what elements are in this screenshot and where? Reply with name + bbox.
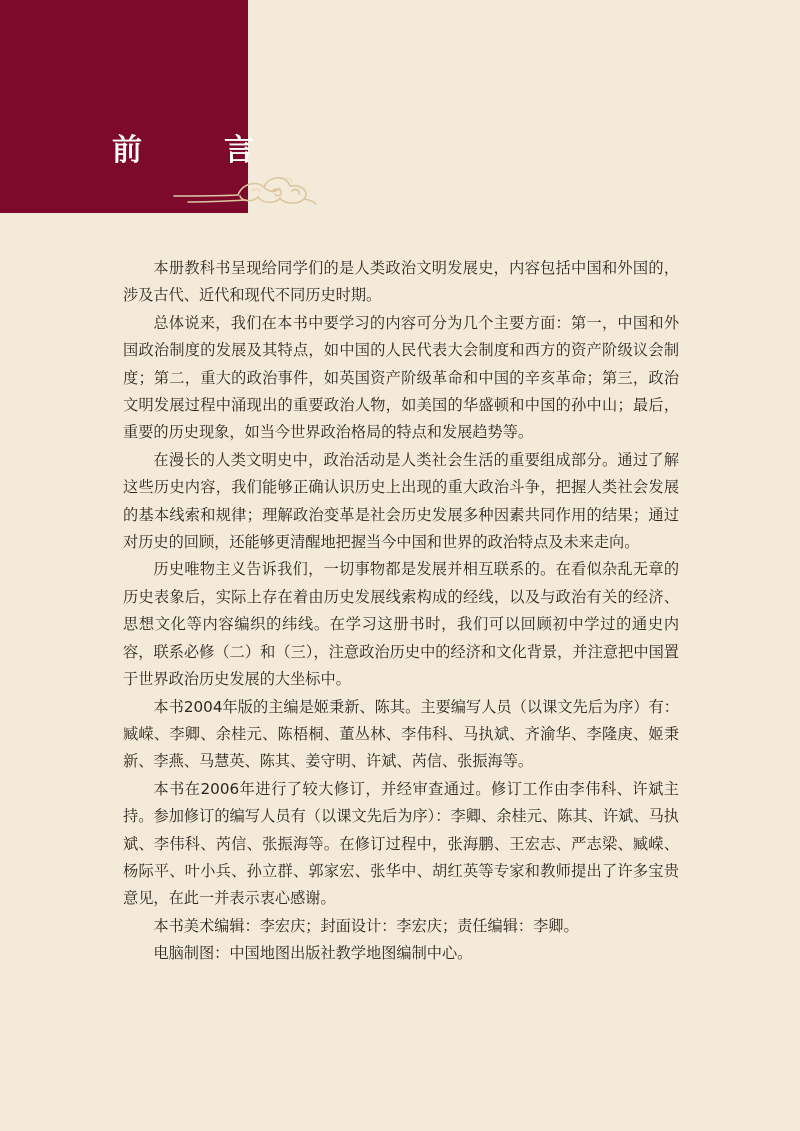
auspicious-cloud-icon <box>168 166 318 210</box>
preface-paragraph: 在漫长的人类文明史中，政治活动是人类社会生活的重要组成部分。通过了解这些历史内容，我们能够正确认识历史上出现的重大政治斗争，把握人类社会发展的基本线索和规律；理解政治变革是社会历史发展多种因素共同作用的结果；通过对历史的回顾，还能够更清醒地把握当今中国和世界的政治特点及未来走向。 <box>123 450 679 552</box>
preface-paragraph: 本册教科书呈现给同学们的是人类政治文明发展史，内容包括中国和外国的，涉及古代、近代和现代不同历史时期。 <box>123 259 679 305</box>
preface-body <box>123 255 679 968</box>
credits-line: 电脑制图：中国地图出版社教学地图编制中心。 <box>153 944 473 963</box>
preface-paragraph: 历史唯物主义告诉我们，一切事物都是发展并相互联系的。在看似杂乱无章的历史表象后，实际上存在着由历史发展线索构成的经线，以及与政治有关的经济、思想文化等内容编织的纬线。在学习这册书时，我们可以回顾初中学过的通史内容，联系必修（二）和（三），注意政治历史中的经济和文化背景，并注意把中国置于世界政治历史发展的大坐标中。 <box>123 560 679 689</box>
page-title: 前 言 <box>112 133 280 168</box>
credits-line: 本书美术编辑：李宏庆；封面设计：李宏庆；责任编辑：李卿。 <box>153 916 579 935</box>
preface-paragraph: 本书在2006年进行了较大修订，并经审查通过。修订工作由李伟科、许斌主持。参加修订的编写人员有（以课文先后为序）：李卿、余桂元、陈其、许斌、马执斌、李伟科、芮信、张振海等。在修订过程中，张海鹏、王宏志、严志梁、臧嵘、杨际平、叶小兵、孙立群、郭家宏、张华中、胡红英等专家和教师提出了许多宝贵意见，在此一并表示衷心感谢。 <box>123 779 679 908</box>
preface-paragraph: 本书2004年版的主编是姬秉新、陈其。主要编写人员（以课文先后为序）有：臧嵘、李卿、余桂元、陈梧桐、董丛林、李伟科、马执斌、齐渝华、李隆庚、姬秉新、李燕、马慧英、陈其、姜守明、许斌、芮信、张振海等。 <box>123 697 679 771</box>
preface-paragraph: 总体说来，我们在本书中要学习的内容可分为几个主要方面：第一，中国和外国政治制度的发展及其特点，如中国的人民代表大会制度和西方的资产阶级议会制度；第二，重大的政治事件，如英国资产阶级革命和中国的辛亥革命；第三，政治文明发展过程中涌现出的重要政治人物，如美国的华盛顿和中国的孙中山；最后，重要的历史现象，如当今世界政治格局的特点和发展趋势等。 <box>123 313 679 442</box>
